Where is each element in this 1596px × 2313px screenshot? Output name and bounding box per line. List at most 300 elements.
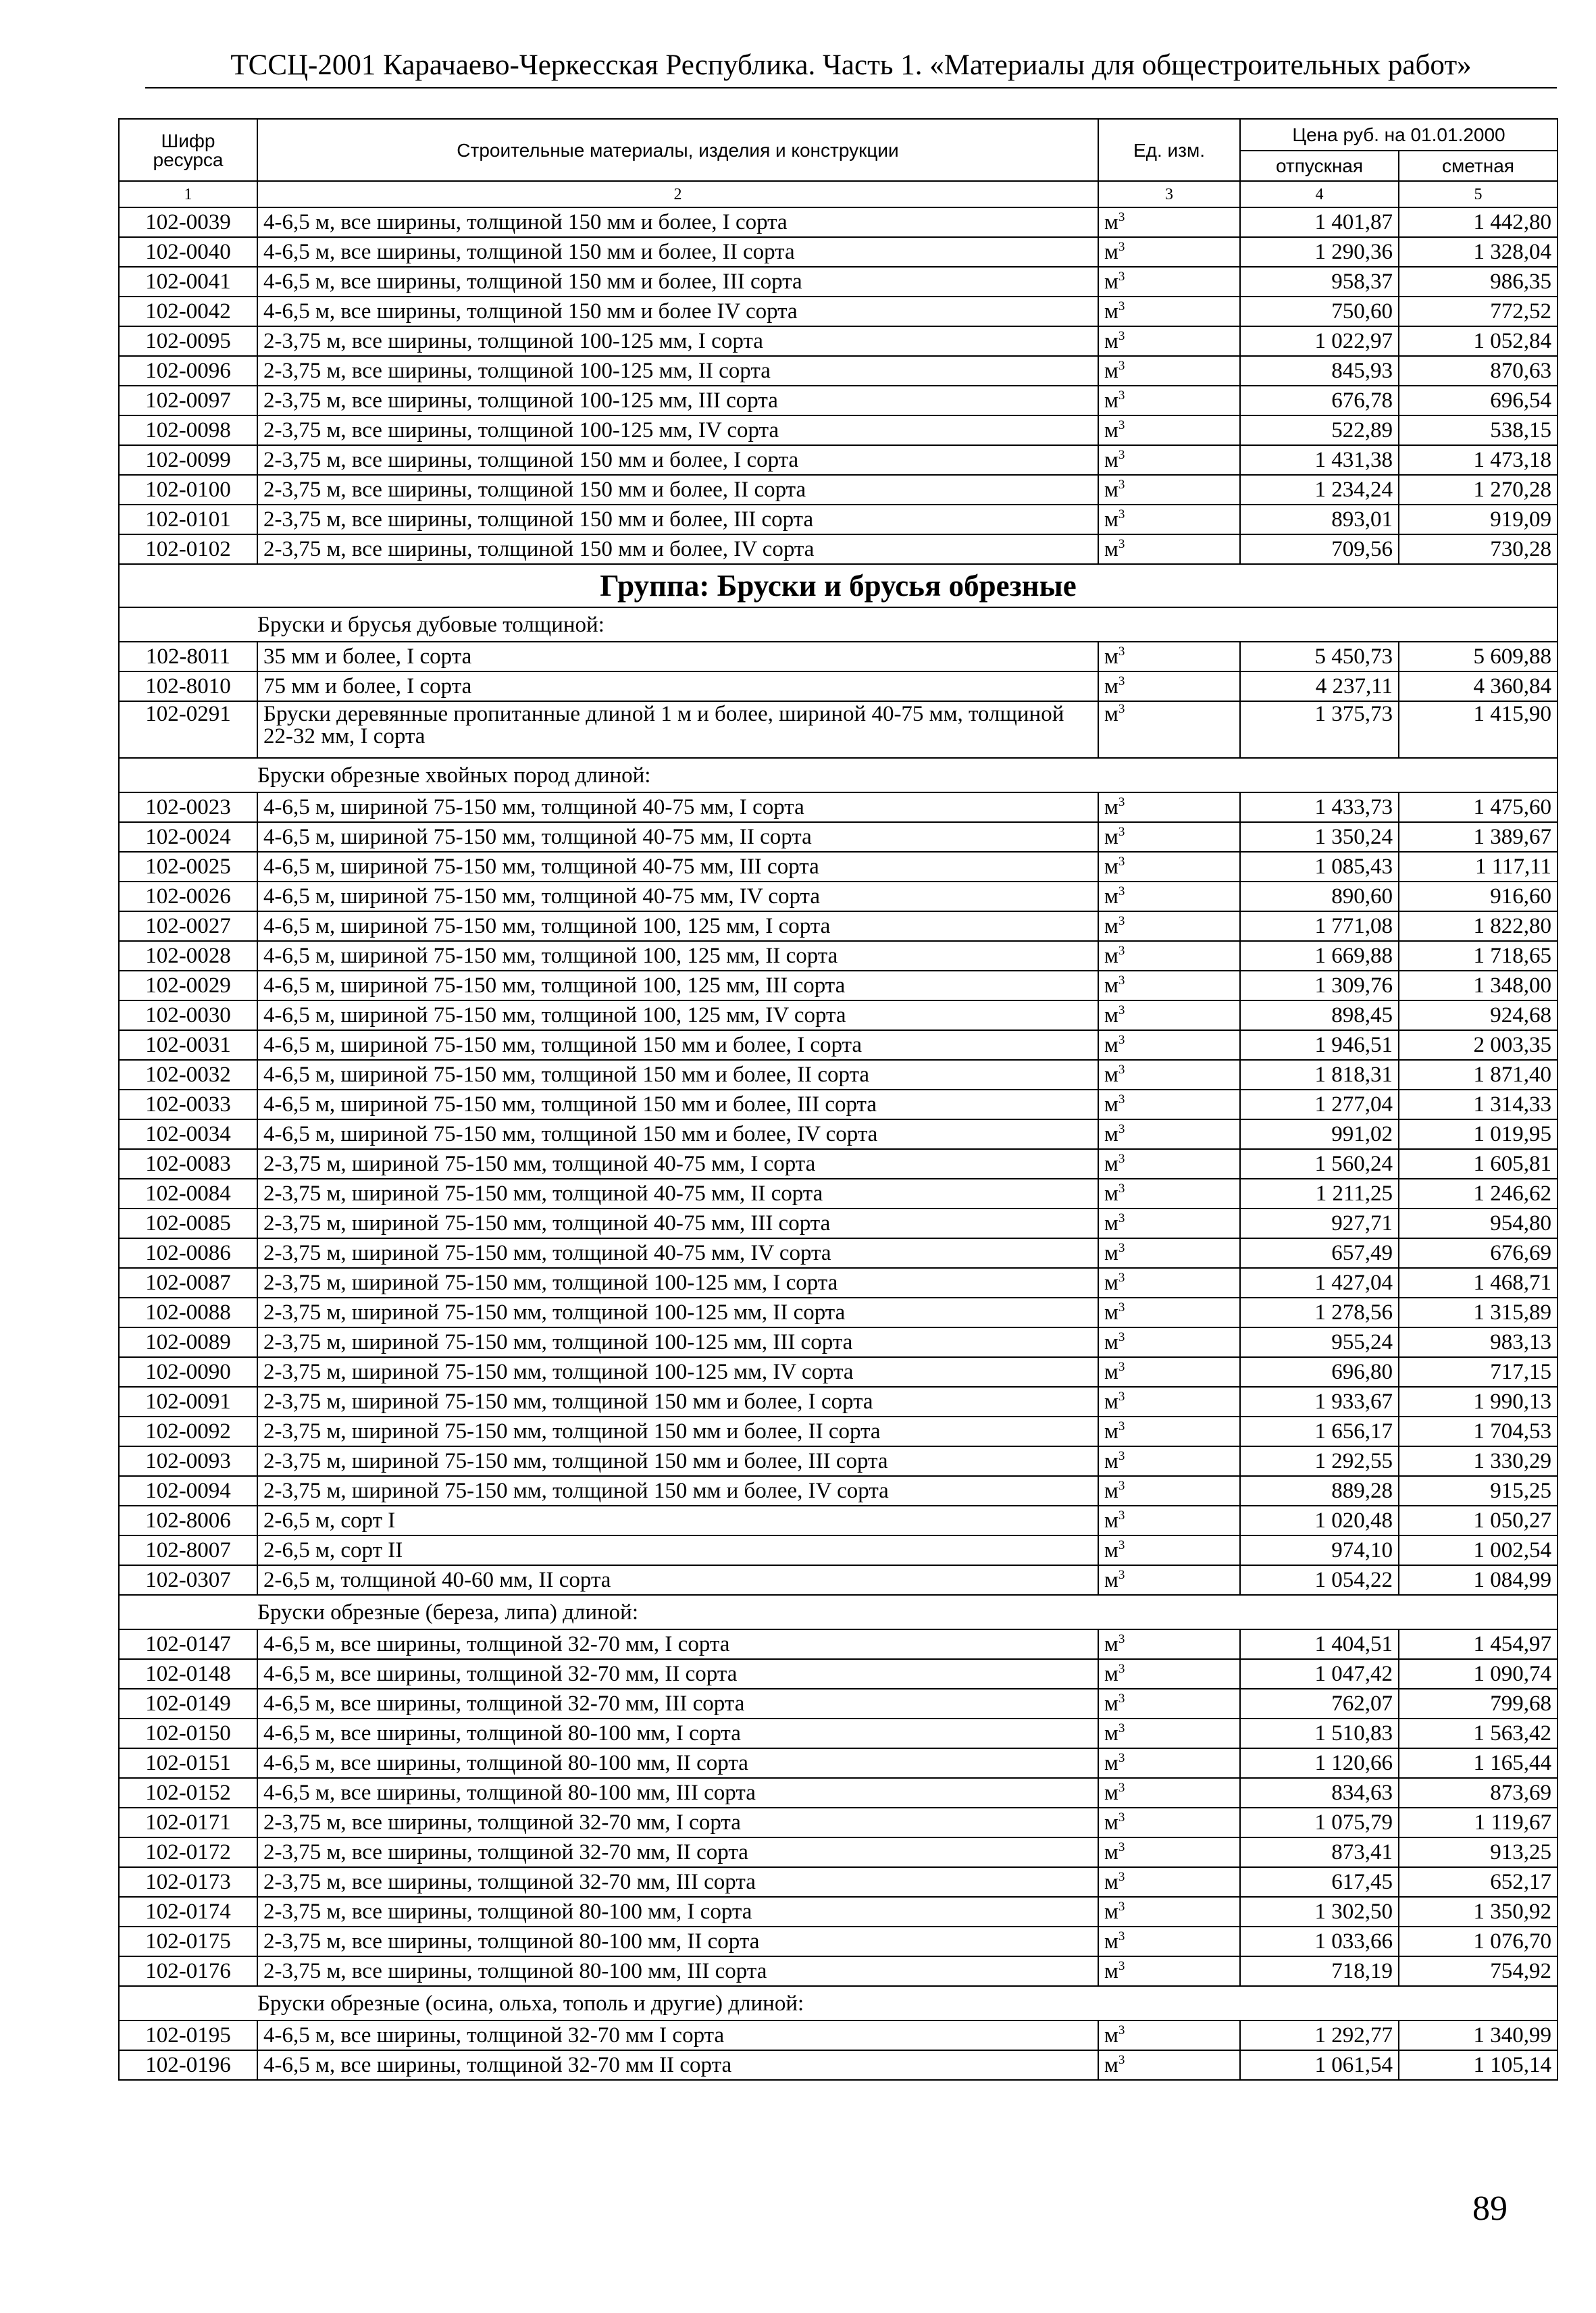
- material-description: 2-3,75 м, шириной 75-150 мм, толщиной 40-75 мм, III сорта: [257, 1209, 1098, 1238]
- table-row: [119, 267, 1558, 297]
- unit-cell: [1098, 1298, 1240, 1327]
- unit-base: м: [1104, 2053, 1118, 2077]
- table-row: [119, 701, 1558, 758]
- material-description: Бруски деревянные пропитанные длиной 1 м и более, шириной 40-75 мм, толщиной 22-32 мм, I сорта: [257, 701, 1098, 758]
- unit-base: м: [1104, 1211, 1118, 1236]
- unit-base: м: [1104, 537, 1118, 561]
- unit-exponent: 3: [1118, 825, 1125, 839]
- unit-cell: [1098, 1446, 1240, 1476]
- table-row: [119, 882, 1558, 911]
- unit-cell: [1098, 1535, 1240, 1565]
- release-price: 5 450,73: [1240, 642, 1399, 671]
- unit-cell: [1098, 1119, 1240, 1149]
- subheading: Бруски обрезные (береза, липа) длиной:: [119, 1595, 1558, 1629]
- material-description: 2-3,75 м, шириной 75-150 мм, толщиной 40-75 мм, II сорта: [257, 1179, 1098, 1209]
- unit-base: м: [1104, 1810, 1118, 1835]
- unit-cell: [1098, 1629, 1240, 1659]
- unit-base: м: [1104, 1721, 1118, 1746]
- unit-base: м: [1104, 299, 1118, 324]
- table-row: [119, 2020, 1558, 2050]
- estimate-price: 1 328,04: [1399, 237, 1558, 267]
- resource-code: 102-8007: [119, 1535, 257, 1565]
- estimate-price: 983,13: [1399, 1327, 1558, 1357]
- table-row: [119, 2050, 1558, 2080]
- estimate-price: 1 415,90: [1399, 701, 1558, 758]
- material-description: 2-3,75 м, шириной 75-150 мм, толщиной 40-75 мм, I сорта: [257, 1149, 1098, 1179]
- estimate-price: 916,60: [1399, 882, 1558, 911]
- release-price: 845,93: [1240, 356, 1399, 386]
- table-row: [119, 1209, 1558, 1238]
- material-description: 4-6,5 м, все ширины, толщиной 32-70 мм, II сорта: [257, 1659, 1098, 1689]
- unit-base: м: [1104, 1271, 1118, 1295]
- material-description: 2-3,75 м, все ширины, толщиной 100-125 мм, IV сорта: [257, 415, 1098, 445]
- resource-code: 102-0100: [119, 475, 257, 505]
- unit-exponent: 3: [1118, 973, 1125, 988]
- unit-cell: [1098, 911, 1240, 941]
- resource-code: 102-0149: [119, 1689, 257, 1719]
- release-price: 762,07: [1240, 1689, 1399, 1719]
- material-description: 2-3,75 м, все ширины, толщиной 80-100 мм, III сорта: [257, 1956, 1098, 1986]
- subheading-row: [119, 1595, 1558, 1629]
- unit-exponent: 3: [1118, 1929, 1125, 1943]
- unit-exponent: 3: [1118, 1152, 1125, 1166]
- unit-cell: [1098, 822, 1240, 852]
- estimate-price: 717,15: [1399, 1357, 1558, 1387]
- unit-exponent: 3: [1118, 855, 1125, 869]
- material-description: 2-3,75 м, шириной 75-150 мм, толщиной 150 мм и более, I сорта: [257, 1387, 1098, 1417]
- unit-base: м: [1104, 270, 1118, 294]
- resource-code: 102-0098: [119, 415, 257, 445]
- unit-exponent: 3: [1118, 1092, 1125, 1107]
- release-price: 1 771,08: [1240, 911, 1399, 941]
- unit-exponent: 3: [1118, 1959, 1125, 1973]
- release-price: 1 431,38: [1240, 445, 1399, 475]
- release-price: 696,80: [1240, 1357, 1399, 1387]
- material-description: 4-6,5 м, шириной 75-150 мм, толщиной 150 мм и более, III сорта: [257, 1090, 1098, 1119]
- release-price: 898,45: [1240, 1000, 1399, 1030]
- resource-code: 102-0171: [119, 1808, 257, 1837]
- material-description: 4-6,5 м, все ширины, толщиной 80-100 мм, I сорта: [257, 1719, 1098, 1748]
- release-price: 889,28: [1240, 1476, 1399, 1506]
- table-row: [119, 1719, 1558, 1748]
- material-description: 4-6,5 м, шириной 75-150 мм, толщиной 150 мм и более, I сорта: [257, 1030, 1098, 1060]
- release-price: 890,60: [1240, 882, 1399, 911]
- unit-base: м: [1104, 1033, 1118, 1057]
- material-description: 4-6,5 м, все ширины, толщиной 150 мм и более, III сорта: [257, 267, 1098, 297]
- unit-cell: [1098, 1209, 1240, 1238]
- unit-base: м: [1104, 1959, 1118, 1983]
- unit-cell: [1098, 1327, 1240, 1357]
- unit-base: м: [1104, 1662, 1118, 1686]
- unit-base: м: [1104, 1300, 1118, 1325]
- unit-cell: [1098, 237, 1240, 267]
- unit-exponent: 3: [1118, 1662, 1125, 1676]
- unit-exponent: 3: [1118, 1721, 1125, 1735]
- resource-code: 102-0094: [119, 1476, 257, 1506]
- release-price: 4 237,11: [1240, 671, 1399, 701]
- resource-code: 102-0101: [119, 505, 257, 534]
- material-description: 2-3,75 м, все ширины, толщиной 100-125 мм, III сорта: [257, 386, 1098, 415]
- resource-code: 102-0030: [119, 1000, 257, 1030]
- release-price: 617,45: [1240, 1867, 1399, 1897]
- unit-exponent: 3: [1118, 388, 1125, 403]
- release-price: 958,37: [1240, 267, 1399, 297]
- estimate-price: 1 340,99: [1399, 2020, 1558, 2050]
- release-price: 955,24: [1240, 1327, 1399, 1357]
- resource-code: 102-0102: [119, 534, 257, 564]
- resource-code: 102-0042: [119, 297, 257, 326]
- page-header: ТССЦ-2001 Карачаево-Черкесская Республика. Часть 1. «Материалы для общестроительных работ»: [145, 49, 1557, 88]
- table-row: [119, 1119, 1558, 1149]
- unit-cell: [1098, 415, 1240, 445]
- unit-cell: [1098, 1927, 1240, 1956]
- unit-base: м: [1104, 1781, 1118, 1805]
- unit-exponent: 3: [1118, 210, 1125, 224]
- unit-exponent: 3: [1118, 537, 1125, 551]
- unit-base: м: [1104, 1508, 1118, 1533]
- table-row: [119, 207, 1558, 237]
- estimate-price: 1 090,74: [1399, 1659, 1558, 1689]
- material-description: 2-6,5 м, сорт II: [257, 1535, 1098, 1565]
- estimate-price: 1 270,28: [1399, 475, 1558, 505]
- material-description: 2-3,75 м, все ширины, толщиной 32-70 мм, I сорта: [257, 1808, 1098, 1837]
- resource-code: 102-0172: [119, 1837, 257, 1867]
- estimate-price: 1 718,65: [1399, 941, 1558, 971]
- release-price: 718,19: [1240, 1956, 1399, 1986]
- unit-exponent: 3: [1118, 1300, 1125, 1315]
- estimate-price: 652,17: [1399, 1867, 1558, 1897]
- col-header-name: Строительные материалы, изделия и конструкции: [257, 119, 1098, 181]
- estimate-price: 5 609,88: [1399, 642, 1558, 671]
- resource-code: 102-0099: [119, 445, 257, 475]
- table-row: [119, 415, 1558, 445]
- unit-base: м: [1104, 388, 1118, 413]
- subheading: Бруски обрезные (осина, ольха, тополь и другие) длиной:: [119, 1986, 1558, 2020]
- resource-code: 102-0085: [119, 1209, 257, 1238]
- unit-cell: [1098, 326, 1240, 356]
- unit-exponent: 3: [1118, 299, 1125, 313]
- col-header-estimate: сметная: [1399, 151, 1558, 181]
- unit-base: м: [1104, 1900, 1118, 1924]
- unit-exponent: 3: [1118, 1538, 1125, 1552]
- unit-cell: [1098, 1808, 1240, 1837]
- unit-cell: [1098, 1778, 1240, 1808]
- material-description: 4-6,5 м, шириной 75-150 мм, толщиной 100, 125 мм, III сорта: [257, 971, 1098, 1000]
- unit-cell: [1098, 475, 1240, 505]
- estimate-price: 1 019,95: [1399, 1119, 1558, 1149]
- unit-cell: [1098, 1837, 1240, 1867]
- unit-cell: [1098, 445, 1240, 475]
- table-row: [119, 1030, 1558, 1060]
- unit-cell: [1098, 1867, 1240, 1897]
- unit-cell: [1098, 882, 1240, 911]
- table-row: [119, 1268, 1558, 1298]
- unit-base: м: [1104, 973, 1118, 998]
- estimate-price: 1 454,97: [1399, 1629, 1558, 1659]
- resource-code: 102-0026: [119, 882, 257, 911]
- unit-base: м: [1104, 1092, 1118, 1117]
- table-row: [119, 1149, 1558, 1179]
- table-row: [119, 1837, 1558, 1867]
- estimate-price: 1 563,42: [1399, 1719, 1558, 1748]
- resource-code: 102-0083: [119, 1149, 257, 1179]
- unit-base: м: [1104, 1632, 1118, 1656]
- resource-code: 102-0032: [119, 1060, 257, 1090]
- material-description: 2-3,75 м, все ширины, толщиной 100-125 мм, I сорта: [257, 326, 1098, 356]
- resource-code: 102-0089: [119, 1327, 257, 1357]
- material-description: 4-6,5 м, все ширины, толщиной 150 мм и более, II сорта: [257, 237, 1098, 267]
- release-price: 1 560,24: [1240, 1149, 1399, 1179]
- resource-code: 102-0033: [119, 1090, 257, 1119]
- unit-base: м: [1104, 448, 1118, 472]
- table-row: [119, 1897, 1558, 1927]
- estimate-price: 676,69: [1399, 1238, 1558, 1268]
- unit-exponent: 3: [1118, 1870, 1125, 1884]
- estimate-price: 1 468,71: [1399, 1268, 1558, 1298]
- estimate-price: 1 442,80: [1399, 207, 1558, 237]
- table-row: [119, 1629, 1558, 1659]
- unit-cell: [1098, 1357, 1240, 1387]
- table-row: [119, 1748, 1558, 1778]
- unit-cell: [1098, 267, 1240, 297]
- release-price: 1 404,51: [1240, 1629, 1399, 1659]
- estimate-price: 696,54: [1399, 386, 1558, 415]
- table-row: [119, 1689, 1558, 1719]
- release-price: 1 933,67: [1240, 1387, 1399, 1417]
- unit-exponent: 3: [1118, 1568, 1125, 1582]
- material-description: 2-3,75 м, шириной 75-150 мм, толщиной 100-125 мм, II сорта: [257, 1298, 1098, 1327]
- table-row: [119, 1927, 1558, 1956]
- unit-base: м: [1104, 418, 1118, 442]
- page-number: 89: [1472, 2189, 1508, 2228]
- unit-exponent: 3: [1118, 914, 1125, 928]
- unit-cell: [1098, 1897, 1240, 1927]
- table-row: [119, 1238, 1558, 1268]
- release-price: 893,01: [1240, 505, 1399, 534]
- table-body: [119, 207, 1558, 2080]
- release-price: 1 020,48: [1240, 1506, 1399, 1535]
- release-price: 1 433,73: [1240, 792, 1399, 822]
- release-price: 974,10: [1240, 1535, 1399, 1565]
- unit-base: м: [1104, 1929, 1118, 1954]
- unit-exponent: 3: [1118, 1360, 1125, 1374]
- unit-base: м: [1104, 507, 1118, 532]
- estimate-price: 772,52: [1399, 297, 1558, 326]
- unit-cell: [1098, 534, 1240, 564]
- release-price: 1 302,50: [1240, 1897, 1399, 1927]
- resource-code: 102-0174: [119, 1897, 257, 1927]
- material-description: 2-6,5 м, толщиной 40-60 мм, II сорта: [257, 1565, 1098, 1595]
- material-description: 2-3,75 м, шириной 75-150 мм, толщиной 40-75 мм, IV сорта: [257, 1238, 1098, 1268]
- resource-code: 102-0084: [119, 1179, 257, 1209]
- release-price: 1 061,54: [1240, 2050, 1399, 2080]
- estimate-price: 1 350,92: [1399, 1897, 1558, 1927]
- release-price: 709,56: [1240, 534, 1399, 564]
- resource-code: 102-0031: [119, 1030, 257, 1060]
- unit-cell: [1098, 792, 1240, 822]
- resource-code: 102-0025: [119, 852, 257, 882]
- estimate-price: 1 002,54: [1399, 1535, 1558, 1565]
- unit-exponent: 3: [1118, 1211, 1125, 1225]
- material-description: 2-3,75 м, шириной 75-150 мм, толщиной 150 мм и более, II сорта: [257, 1417, 1098, 1446]
- col-number-1: 1: [119, 181, 257, 207]
- unit-cell: [1098, 1956, 1240, 1986]
- col-header-release: отпускная: [1240, 151, 1399, 181]
- unit-exponent: 3: [1118, 1003, 1125, 1017]
- table-row: [119, 1357, 1558, 1387]
- unit-exponent: 3: [1118, 1419, 1125, 1433]
- table-row: [119, 505, 1558, 534]
- resource-code: 102-0291: [119, 701, 257, 758]
- subheading: Бруски и брусья дубовые толщиной:: [119, 607, 1558, 642]
- table-row: [119, 852, 1558, 882]
- release-price: 1 278,56: [1240, 1298, 1399, 1327]
- material-description: 4-6,5 м, все ширины, толщиной 32-70 мм, I сорта: [257, 1629, 1098, 1659]
- unit-exponent: 3: [1118, 2053, 1125, 2067]
- unit-exponent: 3: [1118, 884, 1125, 898]
- estimate-price: 754,92: [1399, 1956, 1558, 1986]
- material-description: 4-6,5 м, все ширины, толщиной 80-100 мм, II сорта: [257, 1748, 1098, 1778]
- material-description: 4-6,5 м, все ширины, толщиной 32-70 мм, III сорта: [257, 1689, 1098, 1719]
- estimate-price: 1 330,29: [1399, 1446, 1558, 1476]
- table-row: [119, 356, 1558, 386]
- resource-code: 102-8006: [119, 1506, 257, 1535]
- table-row: [119, 1506, 1558, 1535]
- estimate-price: 1 315,89: [1399, 1298, 1558, 1327]
- table-row: [119, 911, 1558, 941]
- estimate-price: 1 246,62: [1399, 1179, 1558, 1209]
- unit-exponent: 3: [1118, 944, 1125, 958]
- unit-cell: [1098, 297, 1240, 326]
- resource-code: 102-0307: [119, 1565, 257, 1595]
- table-row: [119, 1476, 1558, 1506]
- unit-exponent: 3: [1118, 418, 1125, 432]
- table-row: [119, 941, 1558, 971]
- estimate-price: 1 052,84: [1399, 326, 1558, 356]
- material-description: 2-3,75 м, шириной 75-150 мм, толщиной 100-125 мм, I сорта: [257, 1268, 1098, 1298]
- material-description: 2-3,75 м, все ширины, толщиной 100-125 мм, II сорта: [257, 356, 1098, 386]
- release-price: 1 211,25: [1240, 1179, 1399, 1209]
- material-description: 2-3,75 м, шириной 75-150 мм, толщиной 150 мм и более, IV сорта: [257, 1476, 1098, 1506]
- unit-base: м: [1104, 795, 1118, 819]
- resource-code: 102-8011: [119, 642, 257, 671]
- table-row: [119, 1090, 1558, 1119]
- release-price: 1 946,51: [1240, 1030, 1399, 1060]
- unit-base: м: [1104, 914, 1118, 938]
- release-price: 1 309,76: [1240, 971, 1399, 1000]
- unit-base: м: [1104, 1152, 1118, 1176]
- unit-exponent: 3: [1118, 795, 1125, 809]
- material-description: 2-3,75 м, шириной 75-150 мм, толщиной 100-125 мм, III сорта: [257, 1327, 1098, 1357]
- table-row: [119, 1446, 1558, 1476]
- material-description: 4-6,5 м, шириной 75-150 мм, толщиной 100, 125 мм, IV сорта: [257, 1000, 1098, 1030]
- material-description: 35 мм и более, I сорта: [257, 642, 1098, 671]
- estimate-price: 1 117,11: [1399, 852, 1558, 882]
- unit-base: м: [1104, 478, 1118, 502]
- unit-exponent: 3: [1118, 1390, 1125, 1404]
- resource-code: 102-0151: [119, 1748, 257, 1778]
- resource-code: 102-0090: [119, 1357, 257, 1387]
- estimate-price: 1 822,80: [1399, 911, 1558, 941]
- table-row: [119, 326, 1558, 356]
- unit-exponent: 3: [1118, 359, 1125, 373]
- release-price: 1 510,83: [1240, 1719, 1399, 1748]
- material-description: 2-3,75 м, все ширины, толщиной 150 мм и более, III сорта: [257, 505, 1098, 534]
- resource-code: 102-0175: [119, 1927, 257, 1956]
- resource-code: 102-0088: [119, 1298, 257, 1327]
- resource-code: 102-0092: [119, 1417, 257, 1446]
- release-price: 1 290,36: [1240, 237, 1399, 267]
- estimate-price: 1 076,70: [1399, 1927, 1558, 1956]
- unit-base: м: [1104, 1003, 1118, 1027]
- unit-cell: [1098, 701, 1240, 758]
- unit-base: м: [1104, 1360, 1118, 1384]
- resource-code: 102-0040: [119, 237, 257, 267]
- table-row: [119, 1565, 1558, 1595]
- unit-cell: [1098, 1476, 1240, 1506]
- resource-code: 102-0093: [119, 1446, 257, 1476]
- unit-base: м: [1104, 1751, 1118, 1775]
- resource-code: 102-0196: [119, 2050, 257, 2080]
- material-description: 4-6,5 м, все ширины, толщиной 150 мм и более IV сорта: [257, 297, 1098, 326]
- unit-base: м: [1104, 329, 1118, 353]
- unit-base: м: [1104, 1330, 1118, 1354]
- unit-base: м: [1104, 855, 1118, 879]
- unit-cell: [1098, 971, 1240, 1000]
- release-price: 657,49: [1240, 1238, 1399, 1268]
- table-row: [119, 475, 1558, 505]
- release-price: 1 350,24: [1240, 822, 1399, 852]
- resource-code: 102-0147: [119, 1629, 257, 1659]
- unit-base: м: [1104, 1390, 1118, 1414]
- resource-code: 102-0023: [119, 792, 257, 822]
- table-row: [119, 237, 1558, 267]
- unit-exponent: 3: [1118, 478, 1125, 492]
- unit-base: м: [1104, 884, 1118, 909]
- table-row: [119, 1778, 1558, 1808]
- table-row: [119, 445, 1558, 475]
- unit-cell: [1098, 1268, 1240, 1298]
- material-description: 4-6,5 м, шириной 75-150 мм, толщиной 40-75 мм, III сорта: [257, 852, 1098, 882]
- group-heading-row: [119, 564, 1558, 607]
- unit-cell: [1098, 1179, 1240, 1209]
- unit-cell: [1098, 1149, 1240, 1179]
- material-description: 2-3,75 м, все ширины, толщиной 80-100 мм, II сорта: [257, 1927, 1098, 1956]
- material-description: 2-3,75 м, шириной 75-150 мм, толщиной 150 мм и более, III сорта: [257, 1446, 1098, 1476]
- unit-exponent: 3: [1118, 448, 1125, 462]
- material-description: 4-6,5 м, шириной 75-150 мм, толщиной 150 мм и более, IV сорта: [257, 1119, 1098, 1149]
- unit-cell: [1098, 1387, 1240, 1417]
- table-row: [119, 642, 1558, 671]
- unit-cell: [1098, 941, 1240, 971]
- release-price: 1 292,55: [1240, 1446, 1399, 1476]
- release-price: 1 401,87: [1240, 207, 1399, 237]
- unit-exponent: 3: [1118, 702, 1125, 716]
- table-row: [119, 1808, 1558, 1837]
- unit-exponent: 3: [1118, 1781, 1125, 1795]
- subheading-row: [119, 758, 1558, 792]
- estimate-price: 538,15: [1399, 415, 1558, 445]
- release-price: 1 427,04: [1240, 1268, 1399, 1298]
- unit-exponent: 3: [1118, 644, 1125, 659]
- resource-code: 102-0173: [119, 1867, 257, 1897]
- release-price: 991,02: [1240, 1119, 1399, 1149]
- table-row: [119, 1867, 1558, 1897]
- material-description: 2-6,5 м, сорт I: [257, 1506, 1098, 1535]
- unit-base: м: [1104, 1449, 1118, 1473]
- unit-cell: [1098, 356, 1240, 386]
- price-table: [118, 118, 1558, 2081]
